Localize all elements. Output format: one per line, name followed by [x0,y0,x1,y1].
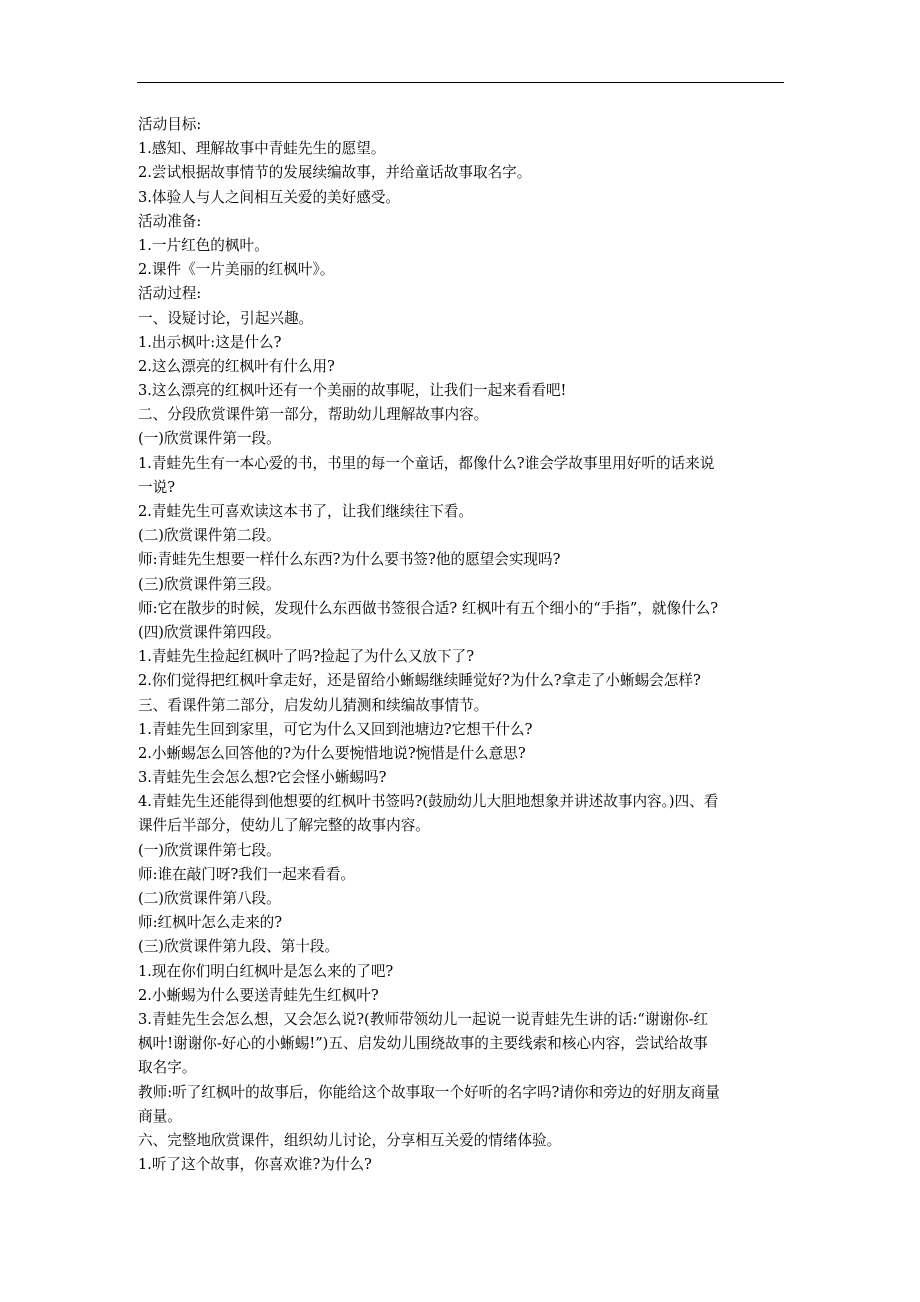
text-line: 1.青蛙先生回到家里，可它为什么又回到池塘边?它想干什么? [138,720,533,738]
text-line: 活动目标: [138,116,202,133]
text-line: 2.尝试根据故事情节的发展续编故事，并给童话故事取名字。 [138,164,532,182]
text-line: (二)欣赏课件第八段。 [138,890,281,907]
text-line: 二、分段欣赏课件第一部分，帮助幼儿理解故事内容。 [138,406,489,424]
text-line: 师:青蛙先生想要一样什么东西?为什么要书签?他的愿望会实现吗? [138,551,561,569]
text-line: (四)欣赏课件第四段。 [138,623,281,641]
document-body [138,113,786,1177]
text-line: (二)欣赏课件第二段。 [138,527,281,545]
text-line: 3.这么漂亮的红枫叶还有一个美丽的故事呢，让我们一起来看看吧! [138,382,567,400]
text-line: 1.青蛙先生捡起红枫叶了吗?捡起了为什么又放下了? [138,648,475,666]
text-line: 活动准备: [138,212,202,230]
text-line: 六、完整地欣赏课件，组织幼儿讨论，分享相互关爱的情绪体验。 [138,1131,562,1149]
text-line: 1.青蛙先生有一本心爱的书，书里的每一个童话，都像什么?谁会学故事里用好听的话来说 [138,454,715,472]
text-line: 三、看课件第二部分，启发幼儿猜测和续编故事情节。 [138,696,489,714]
text-line: 1.现在你们明白红枫叶是怎么来的了吧? [138,962,394,980]
text-line: (一)欣赏课件第七段。 [138,841,281,859]
text-line: 教师:听了红枫叶的故事后，你能给这个故事取一个好听的名字吗?请你和旁边的好朋友商量 [138,1083,720,1101]
text-line: 一、设疑讨论，引起兴趣。 [138,309,314,327]
header-rule [137,82,784,83]
text-line: 2.这么漂亮的红枫叶有什么用? [138,357,335,375]
text-line: 取名字。 [138,1059,197,1077]
text-line: 1.一片红色的枫叶。 [138,236,269,254]
text-line: 一说? [138,478,176,496]
text-line: 1.感知、理解故事中青蛙先生的愿望。 [138,140,386,158]
text-line: 师:它在散步的时候，发现什么东西做书签很合适? 红枫叶有五个细小的“手指”，就像什么? [138,599,719,617]
text-line: 2.你们觉得把红枫叶拿走好，还是留给小蜥蜴继续睡觉好?为什么?拿走了小蜥蜴会怎样? [138,672,701,690]
text-line: 2.小蜥蜴怎么回答他的?为什么要惋惜地说?惋惜是什么意思? [138,744,526,762]
text-line: 4.青蛙先生还能得到他想要的红枫叶书签吗?(鼓励幼儿大胆地想象并讲述故事内容。)四、看 [138,793,719,811]
text-line: 课件后半部分，使幼儿了解完整的故事内容。 [138,817,430,835]
text-line: 1.出示枫叶:这是什么? [138,333,282,351]
text-line: 2.小蜥蜴为什么要送青蛙先生红枫叶? [138,986,379,1004]
text-line: 1.听了这个故事，你喜欢谁?为什么? [138,1156,372,1174]
text-line: 2.课件《一片美丽的红枫叶》。 [138,261,335,279]
text-line: 3.体验人与人之间相互关爱的美好感受。 [138,188,401,206]
text-line: (一)欣赏课件第一段。 [138,430,281,448]
text-line: 3.青蛙先生会怎么想?它会怪小蜥蜴吗? [138,769,387,787]
text-line: 活动过程: [138,285,202,303]
text-line: 师:谁在敲门呀?我们一起来看看。 [138,865,356,883]
text-line: 师:红枫叶怎么走来的? [138,914,283,932]
text-line: 枫叶!谢谢你-好心的小蜥蜴!”)五、启发幼儿围绕故事的主要线索和核心内容，尝试给故事 [138,1035,708,1053]
text-line: 3.青蛙先生会怎么想，又会怎么说?(教师带领幼儿一起说一说青蛙先生讲的话:“谢谢你-红 [138,1010,709,1028]
text-line: 商量。 [138,1107,182,1125]
text-line: 2.青蛙先生可喜欢读这本书了，让我们继续往下看。 [138,503,473,520]
text-line: (三)欣赏课件第九段、第十段。 [138,938,340,956]
text-line: (三)欣赏课件第三段。 [138,575,281,593]
